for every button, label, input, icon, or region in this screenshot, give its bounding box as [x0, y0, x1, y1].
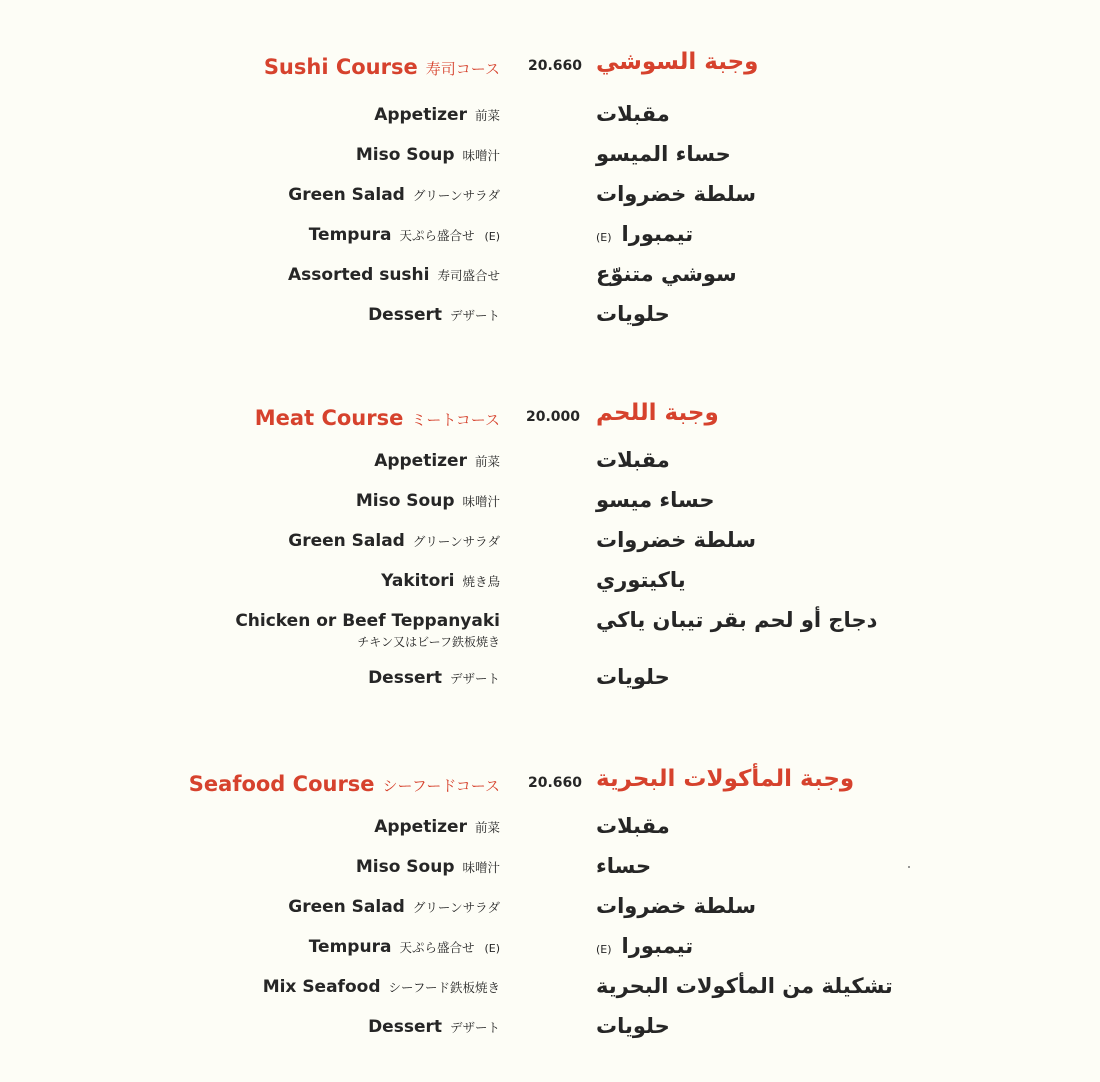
item-name-jp: 天ぷら盛合せ — [399, 228, 475, 243]
course-title — [189, 772, 500, 796]
item-name-ar: سلطة خضروات — [596, 894, 756, 918]
menu-item — [0, 608, 1100, 657]
item-name-en: Miso Soup — [355, 145, 455, 165]
item-name-ar: تيمبورا — [621, 934, 694, 958]
item-name-en: Green Salad — [288, 531, 405, 551]
course-title-ar: وجبة المأكولات البحرية — [596, 766, 855, 792]
item-tag-ar: (E) — [596, 943, 612, 956]
menu-item — [0, 894, 1100, 927]
course-price: 20.660 — [527, 58, 582, 74]
menu-item — [0, 102, 1100, 135]
item-name-ar: تيمبورا — [621, 222, 694, 246]
item-name-en: Appetizer — [374, 105, 467, 125]
item-name-jp: 味噌汁 — [462, 860, 500, 875]
item-name-ar: مقبلات — [596, 814, 670, 838]
item-name-jp: シーフード鉄板焼き — [388, 980, 500, 995]
item-name-jp: チキン又はビーフ鉄板焼き — [357, 635, 500, 649]
menu-item — [0, 262, 1100, 295]
item-name-jp: 味噌汁 — [462, 494, 500, 509]
item-name-en: Miso Soup — [355, 491, 455, 511]
course-header — [0, 49, 1100, 85]
item-name-en: Appetizer — [374, 817, 467, 837]
item-name-en: Tempura — [308, 225, 392, 245]
menu-item — [0, 488, 1100, 521]
item-name-jp: グリーンサラダ — [412, 188, 500, 203]
item-name-ar: حلويات — [596, 665, 670, 689]
item-tag: (E) — [484, 230, 500, 243]
menu-item — [0, 854, 1100, 887]
course-title-jp: ミートコース — [411, 411, 500, 429]
item-name-jp: 前菜 — [474, 454, 500, 469]
item-name-en: Green Salad — [288, 897, 405, 917]
item-name-ar: حساء الميسو — [596, 142, 731, 166]
item-name-jp: 味噌汁 — [462, 148, 500, 163]
course-title-en: Sushi Course — [263, 55, 418, 79]
item-name-ar: حلويات — [596, 1014, 670, 1038]
item-name-ar: دجاج أو لحم بقر تيبان ياكي — [596, 608, 878, 632]
item-name-en: Appetizer — [374, 451, 467, 471]
item-name-jp: グリーンサラダ — [412, 534, 500, 549]
item-name-jp: 前菜 — [474, 108, 500, 123]
menu-item — [0, 974, 1100, 1007]
course-price: 20.660 — [527, 775, 582, 791]
item-name-ar: مقبلات — [596, 102, 670, 126]
menu-item — [0, 182, 1100, 215]
menu-item — [0, 665, 1100, 698]
item-name-en: Miso Soup — [355, 857, 455, 877]
item-name-en: Assorted sushi — [288, 265, 430, 285]
item-name-en: Dessert — [368, 305, 442, 325]
item-name-ar: ياكيتوري — [596, 568, 686, 592]
course-title-jp: 寿司コース — [425, 60, 500, 78]
item-name-en: Yakitori — [381, 571, 455, 591]
menu-item — [0, 568, 1100, 601]
course-title — [255, 406, 500, 430]
item-name-ar: حساء — [596, 854, 652, 878]
course-title-en: Seafood Course — [188, 772, 375, 796]
course-price: 20.000 — [525, 409, 580, 425]
course-title-ar: وجبة اللحم — [596, 400, 719, 426]
paper-speck — [908, 866, 910, 868]
menu-item — [0, 814, 1100, 847]
item-name-en: Dessert — [368, 668, 442, 688]
item-name-jp: 天ぷら盛合せ — [399, 940, 475, 955]
menu-item — [0, 528, 1100, 561]
item-name-jp: 寿司盛合せ — [437, 268, 500, 283]
item-name-en: Mix Seafood — [262, 977, 381, 997]
course-title — [264, 55, 500, 79]
course-title-jp: シーフードコース — [382, 777, 500, 795]
item-name-en: Tempura — [308, 937, 392, 957]
item-tag: (E) — [484, 942, 500, 955]
item-name-ar: سوشي متنوّع — [596, 262, 737, 286]
item-name-jp: 前菜 — [474, 820, 500, 835]
item-name-jp: デザート — [449, 1020, 500, 1035]
item-name-en: Green Salad — [288, 185, 405, 205]
item-name-en: Dessert — [368, 1017, 442, 1037]
item-name-jp: グリーンサラダ — [412, 900, 500, 915]
item-tag-ar: (E) — [596, 231, 612, 244]
menu-item — [0, 142, 1100, 175]
item-name-ar: حساء ميسو — [596, 488, 715, 512]
item-name-jp: デザート — [449, 671, 500, 686]
item-name-jp: 焼き鳥 — [462, 574, 500, 589]
menu-item — [0, 302, 1100, 335]
course-header — [0, 400, 1100, 436]
item-name-ar: مقبلات — [596, 448, 670, 472]
course-title-en: Meat Course — [254, 406, 404, 430]
item-name-ar: سلطة خضروات — [596, 528, 756, 552]
course-header — [0, 766, 1100, 802]
item-name-ar: تشكيلة من المأكولات البحرية — [596, 974, 893, 998]
item-name-ar: حلويات — [596, 302, 670, 326]
menu-item — [0, 1014, 1100, 1047]
item-name-ar: سلطة خضروات — [596, 182, 756, 206]
course-title-ar: وجبة السوشي — [596, 49, 759, 75]
item-name-en: Chicken or Beef Teppanyaki — [235, 611, 500, 631]
menu-item — [0, 222, 1100, 255]
item-name-jp: デザート — [449, 308, 500, 323]
menu-item — [0, 934, 1100, 967]
menu-item — [0, 448, 1100, 481]
